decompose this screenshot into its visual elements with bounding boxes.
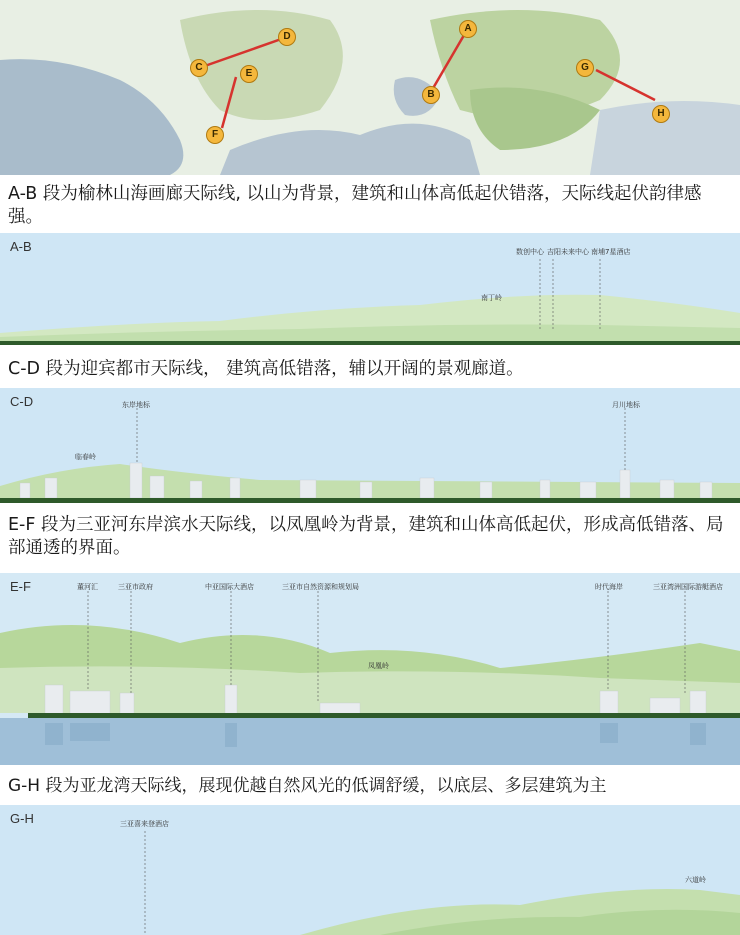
- map-pin-h: H: [652, 105, 670, 123]
- caption-ab: A-B 段为榆林山海画廊天际线, 以山为背景，建筑和山体高低起伏错落，天际线起伏韵律感强。: [8, 184, 702, 227]
- map-pin-e: E: [240, 65, 258, 83]
- caption-cd: C-D 段为迎宾都市天际线， 建筑高低错落，辅以开阔的景观廊道。: [8, 359, 524, 379]
- section-label-cd: C-D: [10, 394, 34, 409]
- anno-ab-1: 数创中心: [516, 248, 544, 256]
- anno-ef-6: 三亚湾洲国际游艇酒店: [653, 583, 723, 591]
- skyline-section-gh: [0, 805, 740, 935]
- anno-ef-5: 时代海岸: [595, 583, 623, 591]
- anno-ab-4: 南丁岭: [481, 294, 502, 302]
- overview-map: [0, 0, 740, 175]
- anno-ef-3: 中亚国际大酒店: [205, 583, 254, 591]
- caption-ef: E-F 段为三亚河东岸滨水天际线，以凤凰岭为背景，建筑和山体高低起伏，形成高低错落、局部通透的界面。: [8, 515, 724, 558]
- map-pin-f: F: [206, 126, 224, 144]
- map-pin-b: B: [422, 86, 440, 104]
- skyline-section-cd: [0, 388, 740, 503]
- map-pin-g: G: [576, 59, 594, 77]
- skyline-section-ab: [0, 233, 740, 345]
- anno-ab-3: 南埔7星酒店: [591, 248, 631, 256]
- anno-ef-2: 三亚市政府: [118, 583, 153, 591]
- anno-ab-2: 吉阳未来中心: [547, 248, 589, 256]
- skyline-gh-illustration: [0, 805, 740, 935]
- map-pin-c: C: [190, 59, 208, 77]
- map-illustration: [0, 0, 740, 175]
- anno-gh-2: 六道岭: [685, 876, 706, 884]
- anno-cd-3: 临春岭: [75, 453, 96, 461]
- anno-cd-2: 月川地标: [612, 401, 640, 409]
- section-label-ab: A-B: [10, 239, 32, 254]
- map-pin-d: D: [278, 28, 296, 46]
- map-pin-a: A: [459, 20, 477, 38]
- section-label-ef: E-F: [10, 579, 31, 594]
- anno-cd-1: 东岸地标: [122, 401, 150, 409]
- section-label-gh: G-H: [10, 811, 34, 826]
- anno-ef-1: 董河汇: [77, 583, 98, 591]
- anno-gh-1: 三亚喜来登酒店: [120, 820, 169, 828]
- anno-ef-7: 凤凰岭: [368, 662, 389, 670]
- skyline-section-ef: [0, 573, 740, 765]
- caption-gh: G-H 段为亚龙湾天际线，展现优越自然风光的低调舒缓，以底层、多层建筑为主: [8, 776, 607, 796]
- anno-ef-4: 三亚市自然资源和规划局: [282, 583, 359, 591]
